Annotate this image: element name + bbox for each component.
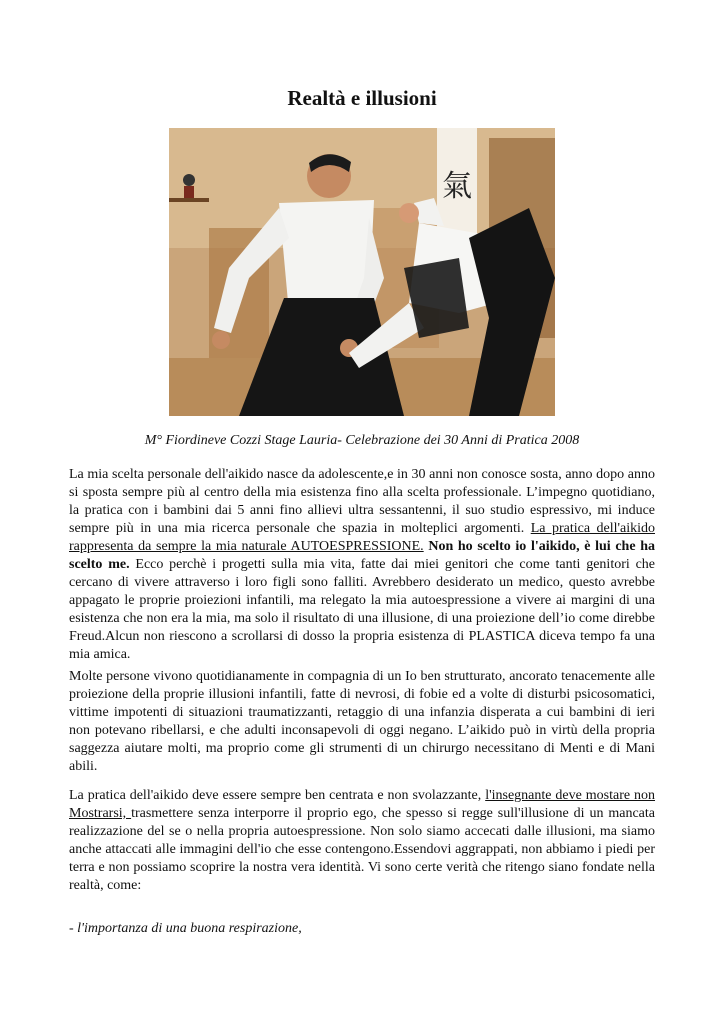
paragraph-3-text-a: La pratica dell'aikido deve essere sempre ben centrata e non svolazzante, xyxy=(69,788,486,803)
paragraph-2: Molte persone vivono quotidianamente in compagnia di un Io ben strutturato, ancorato tenacemente alle proiezione della proprie illusioni infantili, fatte di nevrosi, di fobie ed a volte di disturbi psicosomatici, vittime impotenti di situazioni traumatizzanti, retaggio di una infanzia disperata a cui bambini di ieri non potevano ribellarsi, e che adulti inconsapevoli di oggi negano. L’aikido può in virtù della propria saggezza aiutare molti, ma proprio come gli strumenti di un chirurgo necessitano di Menti e di Mani abili. xyxy=(69,669,655,774)
paragraph-1-text-b: Ecco perchè i progetti sulla mia vita, fatte dai miei genitori che come tanti genitori che cercano di vivere attraverso i loro figli sono falliti. Avrebbero desiderato un medico, questo avrebbe appagato le proprie proiezioni infantili, ma relegato la mia autoespressione a vivere ai margini di una esistenza che non era la mia, ma solo il risultato di una illusione, di una proiezione dell’io come direbbe Freud.Alcun non riescono a scrollarsi di dosso la propria esistenza di PLASTICA diceva tempo fa una mia amica. xyxy=(69,557,655,662)
paragraph-1-underlined: La pratica dell'aikido rappresenta da sempre la mia naturale AUTOESPRESSIONE. xyxy=(69,521,655,554)
aikido-photo xyxy=(169,128,555,416)
aikido-photo-illustration xyxy=(169,128,555,416)
paragraph-3 xyxy=(69,787,655,895)
page-title: Realtà e illusioni xyxy=(287,86,437,110)
paragraph-1-text-a: La mia scelta personale dell'aikido nasce da adolescente,e in 30 anni non conosce sosta, anno dopo anno si sposta sempre più al centro della mia esistenza fino alla scelta professionale. L’impegno quotidiano, la pratica con i bambini dai 5 anni fino allievi ultra sessantenni, il suo studio espressivo, mi induce sempre più in una mia ricerca personale che spazia in molteplici argomenti. xyxy=(69,467,655,536)
paragraph-1-bold: Non ho scelto io l'aikido, è lui che ha scelto me. xyxy=(69,539,655,572)
paragraph-3-underlined: l'insegnante deve mostare non Mostrarsi, xyxy=(69,788,656,821)
list-item: - l'importanza di una buona respirazione, xyxy=(69,921,302,936)
paragraph-1 xyxy=(69,466,655,664)
paragraph-3-text-b: trasmettere senza interporre il proprio ego, che spesso si regge sull'illusione di un mancata realizzazione del se o nella propria autoespressione. Non solo siamo accecati dalle illusioni, ma siamo anche attaccati alle immagini dell'io che esse contengono.Essendovi aggrappati, non abbiamo i piedi per terra e non possiamo scoprire la nostra vera identità. Vi sono certe verità che ritengo siano fondate nella realtà, come: xyxy=(69,806,655,893)
photo-caption: M° Fiordineve Cozzi Stage Lauria- Celebrazione dei 30 Anni di Pratica 2008 xyxy=(144,433,580,448)
calligraphy-glyph: 氣 xyxy=(442,169,472,204)
